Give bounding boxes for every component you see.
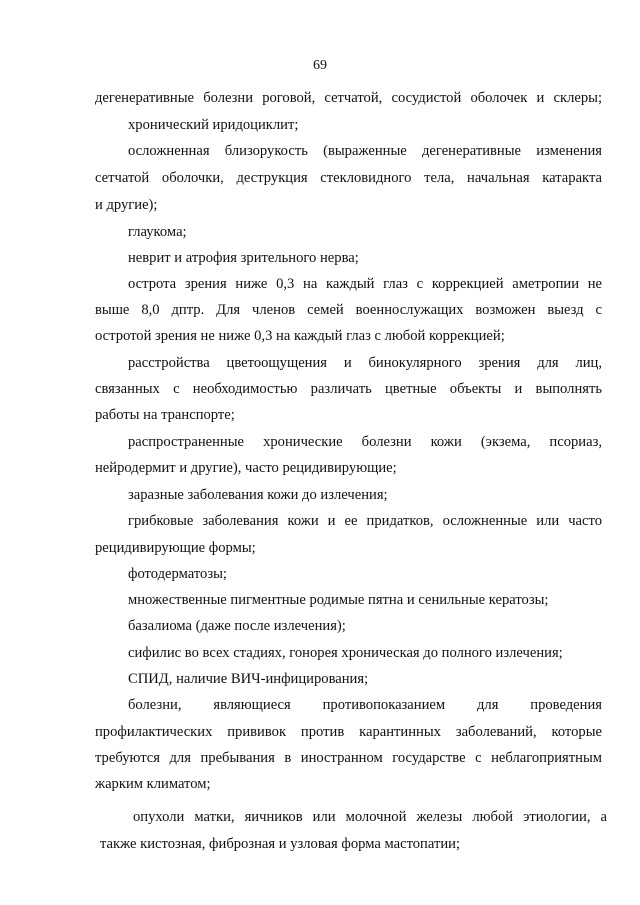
text-line: требуются для пребывания в иностранном государстве с неблагоприятным bbox=[95, 750, 602, 766]
text-line: нейродермит и другие), часто рецидивирующие; bbox=[95, 460, 397, 476]
text-line: множественные пигментные родимые пятна и сенильные кератозы; bbox=[128, 592, 549, 608]
text-line: заразные заболевания кожи до излечения; bbox=[128, 487, 388, 503]
text-line: осложненная близорукость (выраженные дегенеративные изменения bbox=[128, 143, 602, 159]
text-line: работы на транспорте; bbox=[95, 407, 235, 423]
text-line: выше 8,0 дптр. Для членов семей военнослужащих возможен выезд с bbox=[95, 302, 602, 318]
text-line: рецидивирующие формы; bbox=[95, 540, 256, 556]
text-line: и другие); bbox=[95, 197, 158, 213]
text-line: жарким климатом; bbox=[95, 776, 211, 792]
text-line: базалиома (даже после излечения); bbox=[128, 618, 346, 634]
text-line: расстройства цветоощущения и бинокулярного зрения для лиц, bbox=[128, 355, 602, 371]
text-line: профилактических прививок против карантинных заболеваний, которые bbox=[95, 724, 602, 740]
text-line: дегенеративные болезни роговой, сетчатой, сосудистой оболочек и склеры; bbox=[95, 90, 602, 106]
text-line: связанных с необходимостью различать цветные объекты и выполнять bbox=[95, 381, 602, 397]
text-line: глаукома; bbox=[128, 224, 187, 240]
text-line: остротой зрения не ниже 0,3 на каждый глаз с любой коррекцией; bbox=[95, 328, 505, 344]
text-line: распространенные хронические болезни кожи (экзема, псориаз, bbox=[128, 434, 602, 450]
page-number: 69 bbox=[313, 58, 327, 73]
text-line: фотодерматозы; bbox=[128, 566, 227, 582]
text-line: грибковые заболевания кожи и ее придатков, осложненные или часто bbox=[128, 513, 602, 529]
text-line: болезни, являющиеся противопоказанием для проведения bbox=[128, 697, 602, 713]
text-line: хронический иридоциклит; bbox=[128, 117, 299, 133]
text-line: острота зрения ниже 0,3 на каждый глаз с коррекцией аметропии не bbox=[128, 276, 602, 292]
text-line: неврит и атрофия зрительного нерва; bbox=[128, 250, 359, 266]
text-line: сифилис во всех стадиях, гонорея хроническая до полного излечения; bbox=[128, 645, 563, 661]
text-line: СПИД, наличие ВИЧ-инфицирования; bbox=[128, 671, 369, 687]
text-line: опухоли матки, яичников или молочной железы любой этиологии, а bbox=[133, 809, 607, 825]
text-line: сетчатой оболочки, деструкция стекловидного тела, начальная катаракта bbox=[95, 170, 602, 186]
text-line: также кистозная, фиброзная и узловая форма мастопатии; bbox=[100, 836, 461, 852]
